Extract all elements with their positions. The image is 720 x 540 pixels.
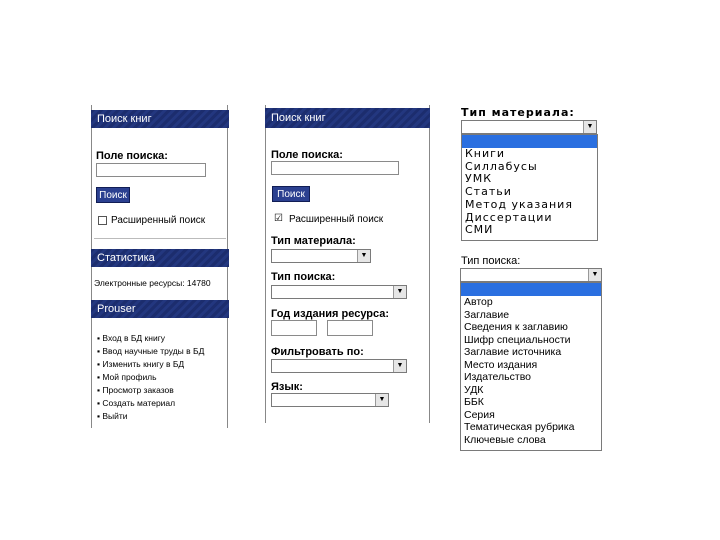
menu-item[interactable]: ▪ Создать материал <box>97 398 176 408</box>
filter-by-select[interactable] <box>271 359 407 373</box>
language-select[interactable] <box>271 393 389 407</box>
selected-option[interactable] <box>461 283 601 296</box>
menu-item[interactable]: ▪ Мой профиль <box>97 372 157 382</box>
material-type-select[interactable] <box>461 120 597 134</box>
menu-item[interactable]: ▪ Выйти <box>97 411 128 421</box>
advanced-search-label: Расширенный поиск <box>289 214 384 225</box>
left-panel <box>91 105 229 428</box>
language-label: Язык: <box>271 381 303 393</box>
publication-year-label: Год издания ресурса: <box>271 308 390 320</box>
material-type-select[interactable] <box>271 249 371 263</box>
option[interactable]: Заглавие источника <box>464 346 562 358</box>
advanced-search-checkbox[interactable] <box>98 216 107 225</box>
search-type-options <box>460 282 602 451</box>
option[interactable]: Диссертации <box>465 210 553 224</box>
middle-panel <box>265 105 430 423</box>
year-from-input[interactable] <box>271 320 317 336</box>
option[interactable]: Шифр специальности <box>464 333 571 346</box>
option[interactable]: ББК <box>464 396 484 408</box>
panel-border-right <box>429 105 430 423</box>
option[interactable]: Тематическая рубрика <box>464 421 575 433</box>
search-books-header: Поиск книг <box>91 110 229 128</box>
menu-item[interactable]: ▪ Просмотр заказов <box>97 385 174 395</box>
search-field-label: Поле поиска: <box>96 150 168 162</box>
option[interactable]: Ключевые слова <box>464 433 546 446</box>
option[interactable]: Серия <box>464 408 495 421</box>
statistics-header: Статистика <box>91 249 229 267</box>
search-field-label: Поле поиска: <box>271 149 343 161</box>
option[interactable]: Заглавие <box>464 308 510 321</box>
option[interactable]: Место издания <box>464 358 538 371</box>
advanced-search-checkbox[interactable]: ☑ <box>274 213 283 224</box>
divider <box>94 238 226 239</box>
search-button[interactable]: Поиск <box>96 187 130 203</box>
option[interactable]: Автор <box>464 296 493 308</box>
search-button[interactable]: Поиск <box>272 186 310 202</box>
chevron-down-icon: ▼ <box>588 269 601 281</box>
material-type-label: Тип материала: <box>271 235 356 247</box>
search-type-label: Тип поиска: <box>271 271 336 283</box>
search-input[interactable] <box>271 161 399 175</box>
option[interactable]: Силлабусы <box>465 159 538 173</box>
menu-item[interactable]: ▪ Вход в БД книгу <box>97 333 166 343</box>
menu-item[interactable]: ▪ Изменить книгу в БД <box>97 359 185 369</box>
option[interactable]: Издательство <box>464 371 532 383</box>
search-input[interactable] <box>96 163 206 177</box>
option[interactable]: СМИ <box>465 223 494 237</box>
material-type-label: Тип материала: <box>461 106 575 119</box>
chevron-down-icon: ▼ <box>393 286 406 298</box>
option[interactable]: Сведения к заглавию <box>464 321 568 333</box>
chevron-down-icon: ▼ <box>583 121 596 133</box>
search-type-select[interactable] <box>460 268 602 282</box>
search-books-header: Поиск книг <box>265 108 430 128</box>
menu-item[interactable]: ▪ Ввод научные труды в БД <box>97 346 205 356</box>
year-to-input[interactable] <box>327 320 373 336</box>
option[interactable]: Статьи <box>465 185 512 199</box>
chevron-down-icon: ▼ <box>375 394 388 406</box>
advanced-search-label: Расширенный поиск <box>111 215 206 226</box>
browser-header: Prouser <box>91 300 229 318</box>
material-type-dropdown-panel <box>457 104 602 241</box>
search-type-label: Тип поиска: <box>461 255 521 267</box>
user-menu <box>97 332 204 423</box>
material-type-options <box>461 134 598 241</box>
statistics-text: Электронные ресурсы: 14780 <box>94 278 211 288</box>
search-type-dropdown-panel <box>457 253 605 451</box>
search-type-select[interactable] <box>271 285 407 299</box>
chevron-down-icon: ▼ <box>357 250 370 262</box>
filter-by-label: Фильтровать по: <box>271 346 364 358</box>
option[interactable]: УДК <box>464 383 484 396</box>
chevron-down-icon: ▼ <box>393 360 406 372</box>
option[interactable]: Метод указания <box>465 197 573 211</box>
panel-border-left <box>265 105 266 423</box>
option[interactable]: Книги <box>465 147 506 160</box>
option[interactable]: УМК <box>465 172 493 186</box>
